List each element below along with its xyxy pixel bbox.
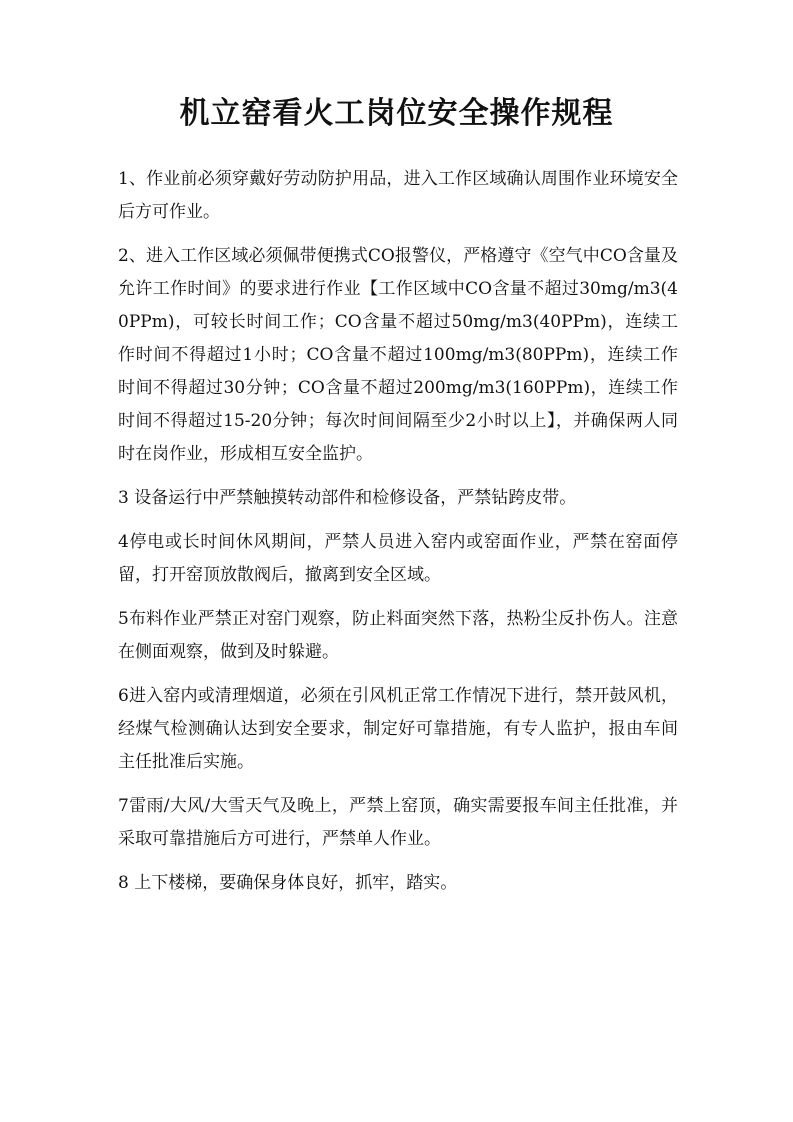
rule-paragraph-4: 4停电或长时间休风期间，严禁人员进入窑内或窑面作业，严禁在窑面停留，打开窑顶放散阀后，撤离到安全区域。 — [118, 532, 678, 585]
rule-paragraph-1: 1、作业前必须穿戴好劳动防护用品，进入工作区域确认周围作业环境安全后方可作业。 — [118, 169, 678, 222]
document-title: 机立窑看火工岗位安全操作规程 — [179, 96, 614, 131]
rule-paragraph-5: 5布料作业严禁正对窑门观察，防止料面突然下落，热粉尘反扑伤人。注意在侧面观察，做到及时躲避。 — [118, 609, 678, 662]
rule-paragraph-7: 7雷雨/大风/大雪天气及晚上，严禁上窑顶，确实需要报车间主任批准，并采取可靠措施后方可进行，严禁单人作业。 — [118, 796, 678, 849]
document-body — [118, 163, 678, 911]
rule-paragraph-3: 3 设备运行中严禁触摸转动部件和检修设备，严禁钻跨皮带。 — [118, 488, 577, 508]
rule-paragraph-2: 2、进入工作区域必须佩带便携式CO报警仪，严格遵守《空气中CO含量及允许工作时间》的要求进行作业【工作区域中CO含量不超过30mg/m3(40PPm)，可较长时间工作；CO含量不超过50mg/m3(40PPm)，连续工作时间不得超过1小时；CO含量不超过100mg/m3(80PPm)，连续工作时间不得超过30分钟；CO含量不超过200mg/m3(160PPm)，连续工作时间不得超过15-20分钟；每次时间间隔至少2小时以上】，并确保两人同时在岗作业，形成相互安全监护。 — [118, 246, 678, 464]
rule-paragraph-8: 8 上下楼梯，要确保身体良好，抓牢，踏实。 — [118, 873, 458, 893]
rule-paragraph-6: 6进入窑内或清理烟道，必须在引风机正常工作情况下进行，禁开鼓风机，经煤气检测确认达到安全要求，制定好可靠措施，有专人监护，报由车间主任批准后实施。 — [118, 686, 678, 772]
